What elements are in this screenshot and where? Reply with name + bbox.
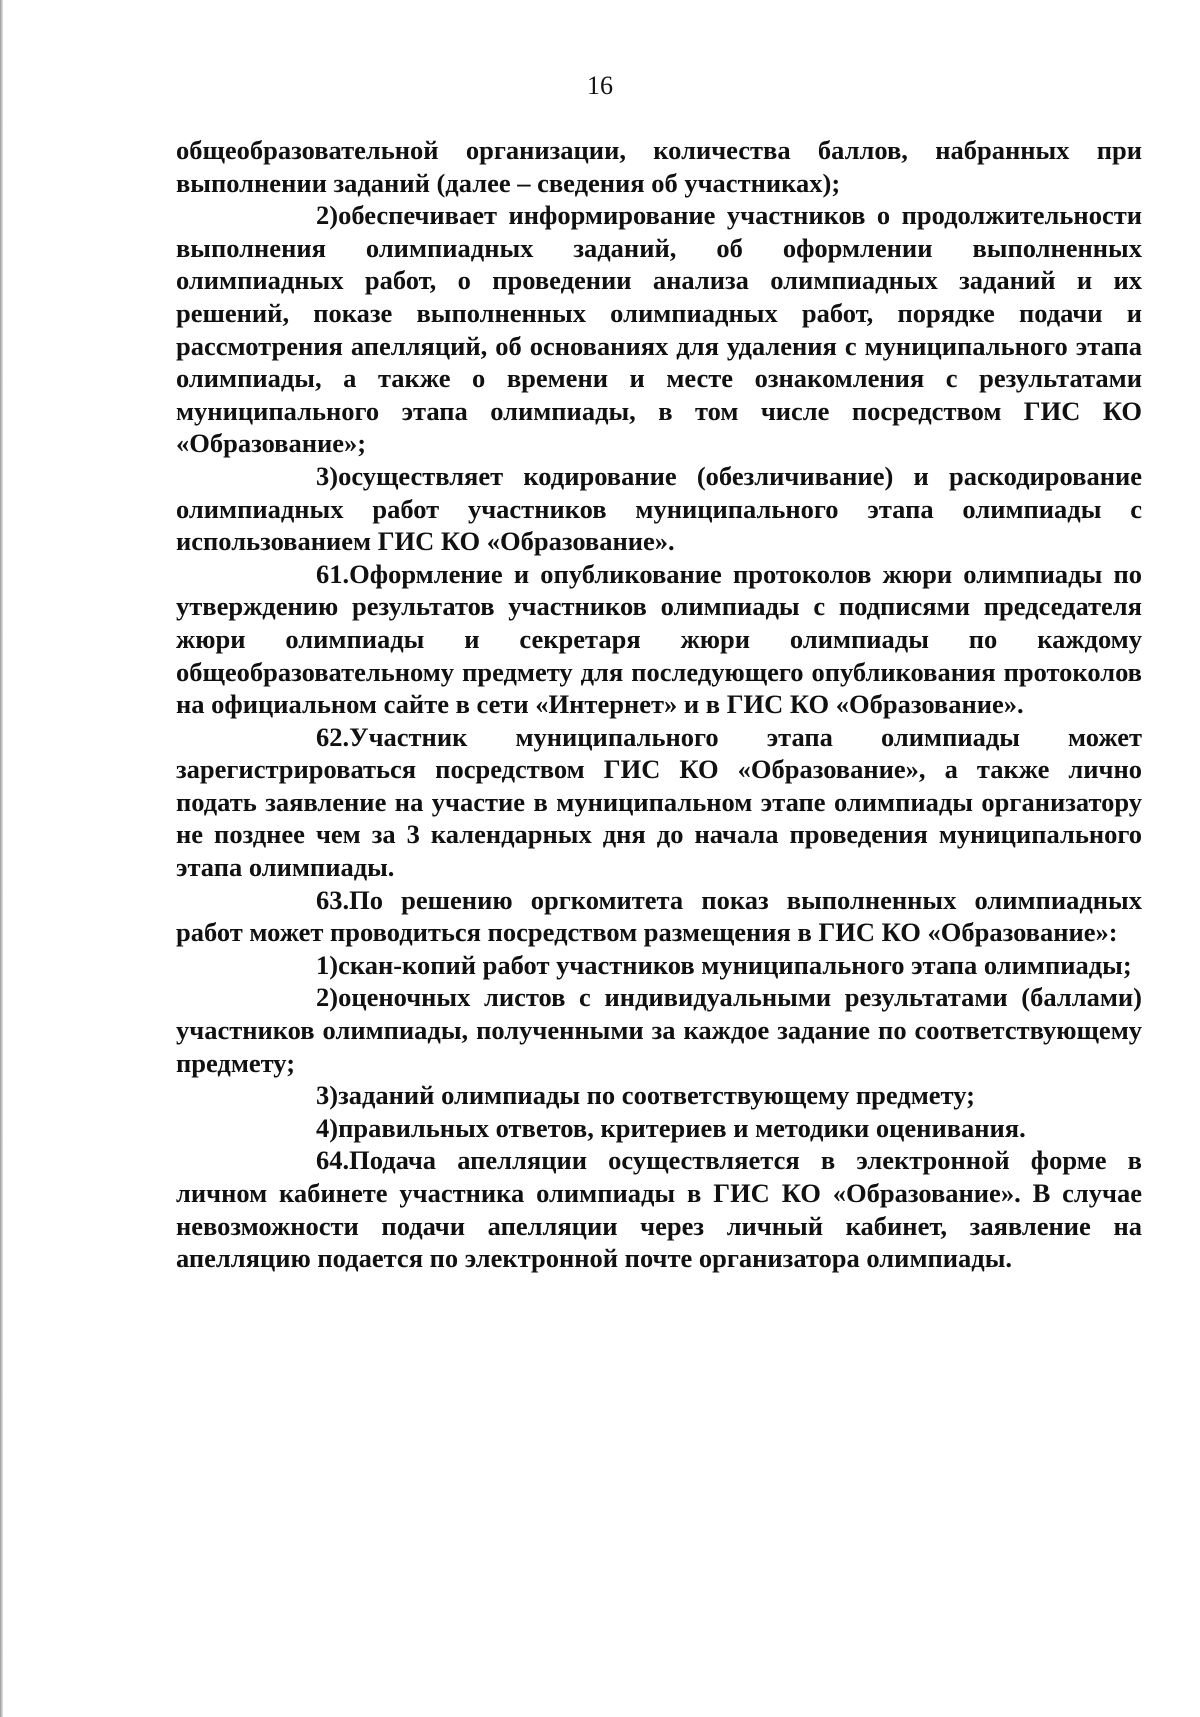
paragraph-number: 1): [316, 949, 339, 980]
paragraph: [176, 981, 1142, 1079]
paragraph-number: 64.: [316, 1145, 350, 1176]
document-body: [176, 134, 1142, 1275]
paragraph-text: заданий олимпиады по соответствующему предмету;: [338, 1080, 975, 1111]
paragraph-text: скан-копий работ участников муниципального этапа олимпиады;: [338, 949, 1132, 980]
paragraph-text: По решению оргкомитета показ выполненных олимпиадных работ может проводиться посредством размещения в ГИС КО «Образование»:: [176, 884, 1142, 948]
paragraph-text: общеобразовательной организации, количества баллов, набранных при выполнении заданий (далее – сведения об участниках);: [176, 135, 1142, 198]
paragraph-text: Оформление и опубликование протоколов жюри олимпиады по утверждению результатов участников олимпиады с подписями председателя жюри олимпиады и секретаря жюри олимпиады по каждому общеобразовательному предмету для последующего опубликования протоколов на официальном сайте в сети «Интернет» и в ГИС КО «Образование».: [176, 558, 1142, 720]
paragraph: [176, 1079, 1142, 1112]
paragraph-number: 3): [316, 1080, 339, 1111]
paragraph: [176, 558, 1142, 721]
scan-edge: [0, 0, 3, 1717]
paragraph: [176, 884, 1142, 949]
paragraph-text: осуществляет кодирование (обезличивание) и раскодирование олимпиадных работ участников муниципального этапа олимпиады с использованием ГИС КО «Образование».: [176, 460, 1142, 557]
paragraph: [176, 721, 1142, 884]
paragraph-number: 2): [316, 200, 339, 231]
paragraph-number: 61.: [316, 558, 350, 589]
paragraph: [176, 199, 1142, 460]
page-number: 16: [587, 71, 613, 100]
paragraph: [176, 949, 1142, 982]
paragraph-number: 2): [316, 982, 339, 1013]
paragraph-number: 62.: [316, 721, 350, 752]
paragraph: [176, 460, 1142, 558]
paragraph: [176, 1112, 1142, 1145]
paragraph: [176, 134, 1142, 199]
paragraph: [176, 1144, 1142, 1274]
paragraph-text: оценочных листов с индивидуальными результатами (баллами) участников олимпиады, полученными за каждое задание по соответствующему предмету;: [176, 982, 1142, 1078]
paragraph-number: 4): [316, 1112, 339, 1143]
paragraph-number: 63.: [316, 884, 350, 915]
paragraph-number: 3): [316, 460, 339, 491]
paragraph-text: обеспечивает информирование участников о продолжительности выполнения олимпиадных заданий, об оформлении выполненных олимпиадных работ, о проведении анализа олимпиадных заданий и их решений, показе выполненных олимпиадных работ, порядке подачи и рассмотрения апелляций, об основаниях для удаления с муниципального этапа олимпиады, а также о времени и месте ознакомления с результатами муниципального этапа олимпиады, в том числе посредством ГИС КО «Образование»;: [176, 200, 1142, 459]
paragraph-text: Участник муниципального этапа олимпиады может зарегистрироваться посредством ГИС КО «Образование», а также лично подать заявление на участие в муниципальном этапе олимпиады организатору не позднее чем за 3 календарных дня до начала проведения муниципального этапа олимпиады.: [176, 721, 1142, 883]
paragraph-text: правильных ответов, критериев и методики оценивания.: [338, 1112, 1026, 1143]
paragraph-text: Подача апелляции осуществляется в электронной форме в личном кабинете участника олимпиады в ГИС КО «Образование». В случае невозможности подачи апелляции через личный кабинет, заявление на апелляцию подается по электронной почте организатора олимпиады.: [176, 1145, 1142, 1274]
